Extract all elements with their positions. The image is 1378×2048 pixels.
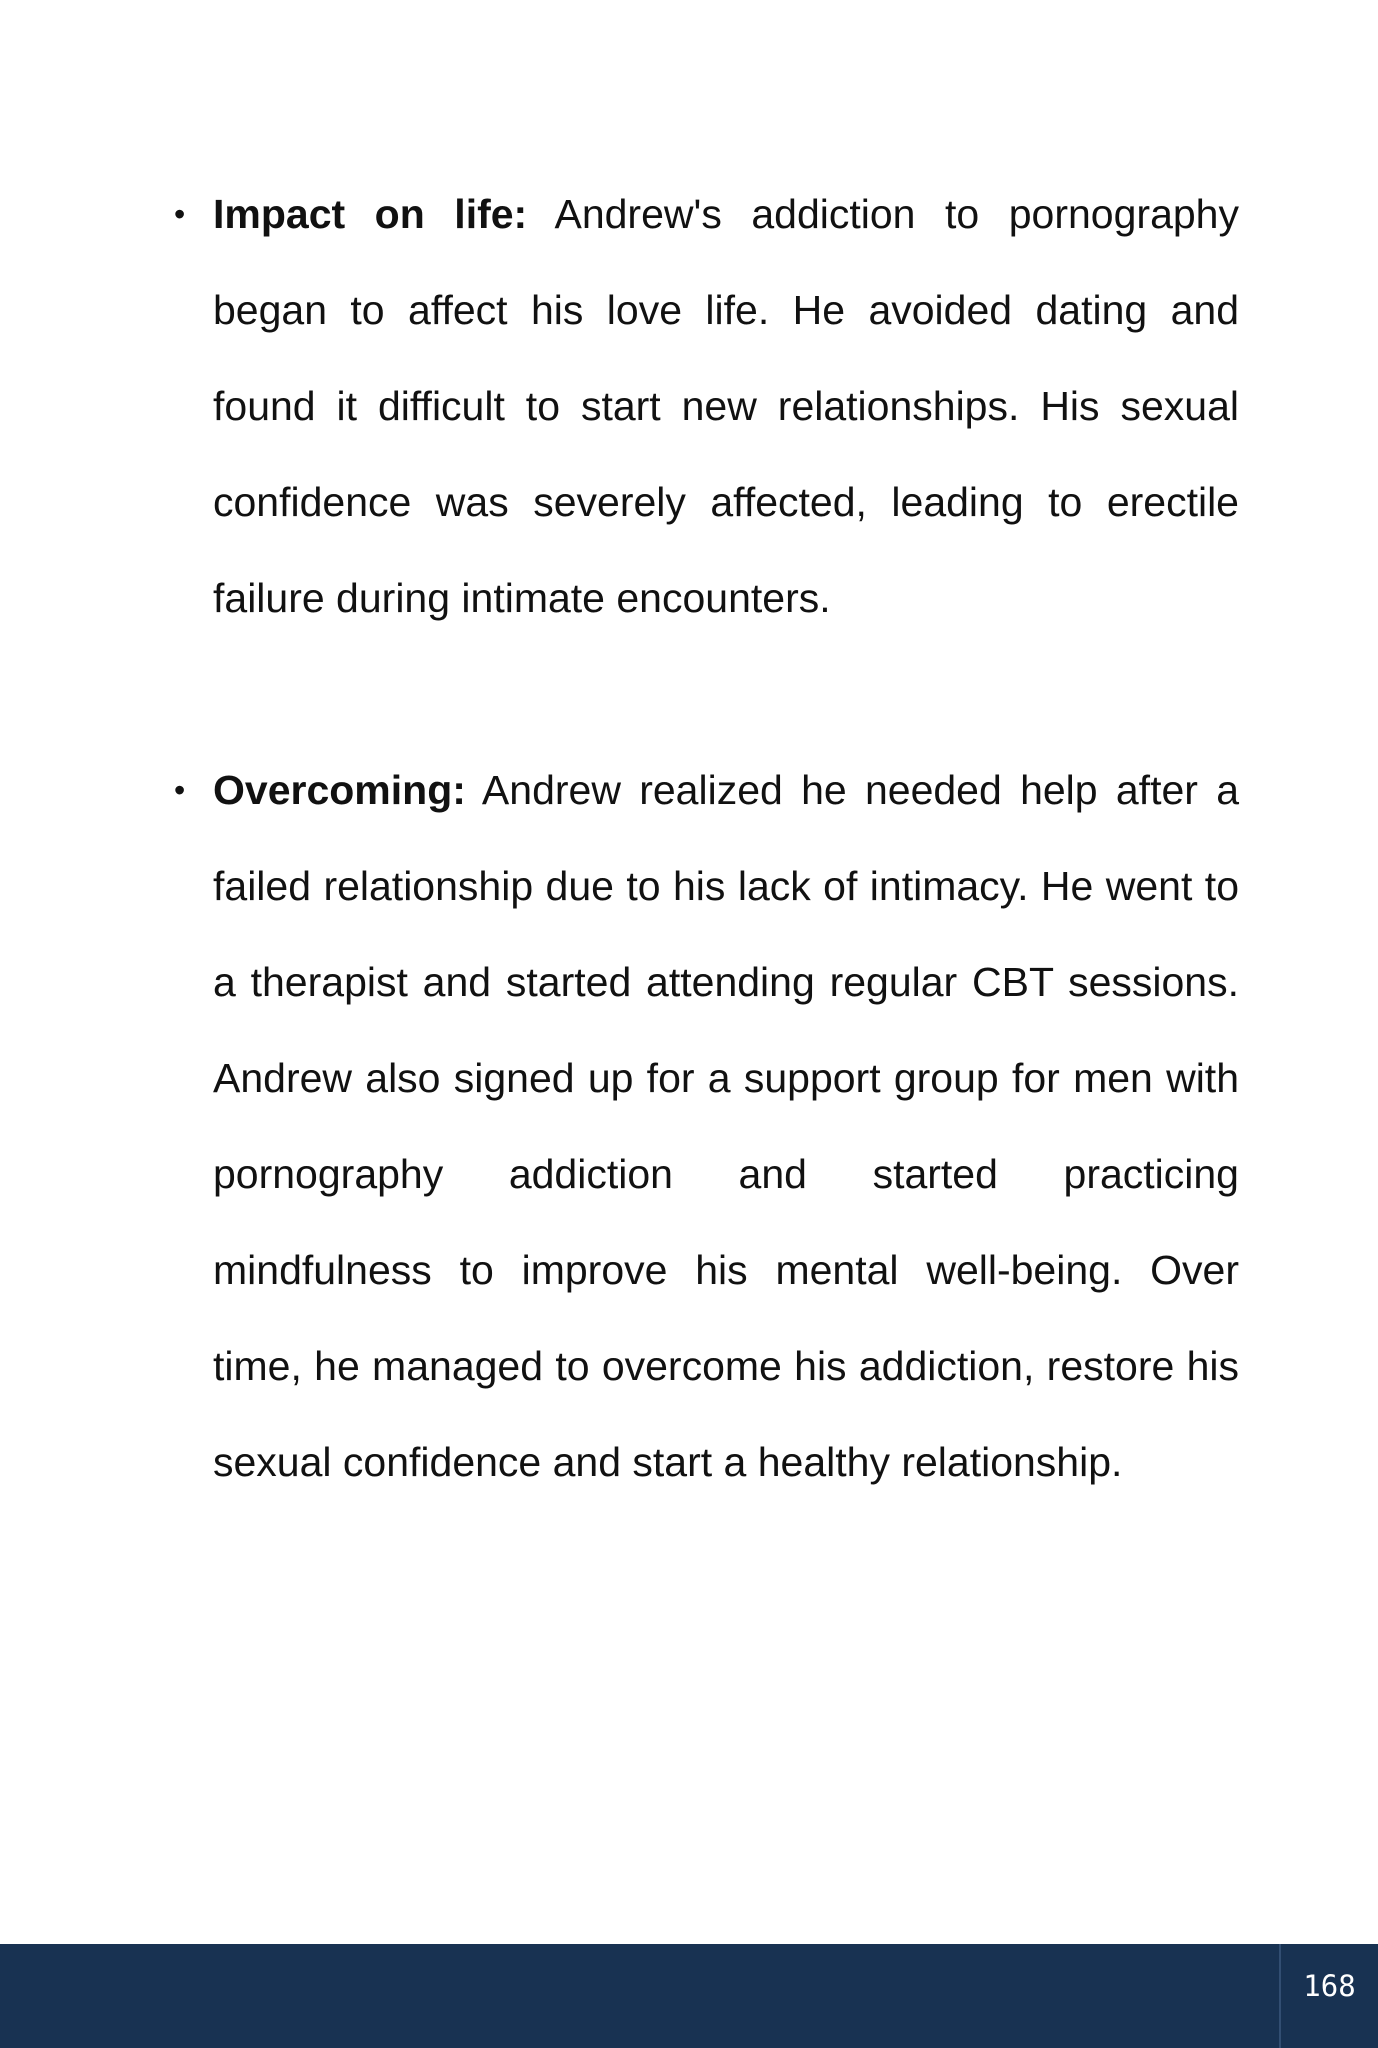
bullet-text: Andrew realized he needed help after a failed relationship due to his lack of intimacy. He went to a therapist and started attending regular CBT sessions. Andrew also signed up for a support group for men with pornography addiction and started practicing mindfulness to improve his mental well-being. Over time, he managed to overcome his addiction, restore his sexual confidence and start a healthy relationship.: [213, 767, 1239, 1485]
bullet-text: Andrew's addiction to pornography began to affect his love life. He avoided dating and found it difficult to start new relationships. His sexual confidence was severely affected, leading to erectile failure during intimate encounters.: [213, 191, 1239, 621]
bullet-icon: •: [174, 772, 186, 808]
bullet-list: [0, 166, 1378, 1510]
bullet-title: Impact on life:: [213, 191, 528, 237]
bullet-icon: •: [174, 196, 186, 232]
page-footer: [0, 1944, 1378, 2048]
bullet-item-overcoming: [174, 742, 1239, 1510]
bullet-item-impact-on-life: [174, 166, 1239, 646]
bullet-title: Overcoming:: [213, 767, 466, 813]
page-number: 168: [1279, 1944, 1378, 2048]
document-body: [0, 166, 1378, 1510]
